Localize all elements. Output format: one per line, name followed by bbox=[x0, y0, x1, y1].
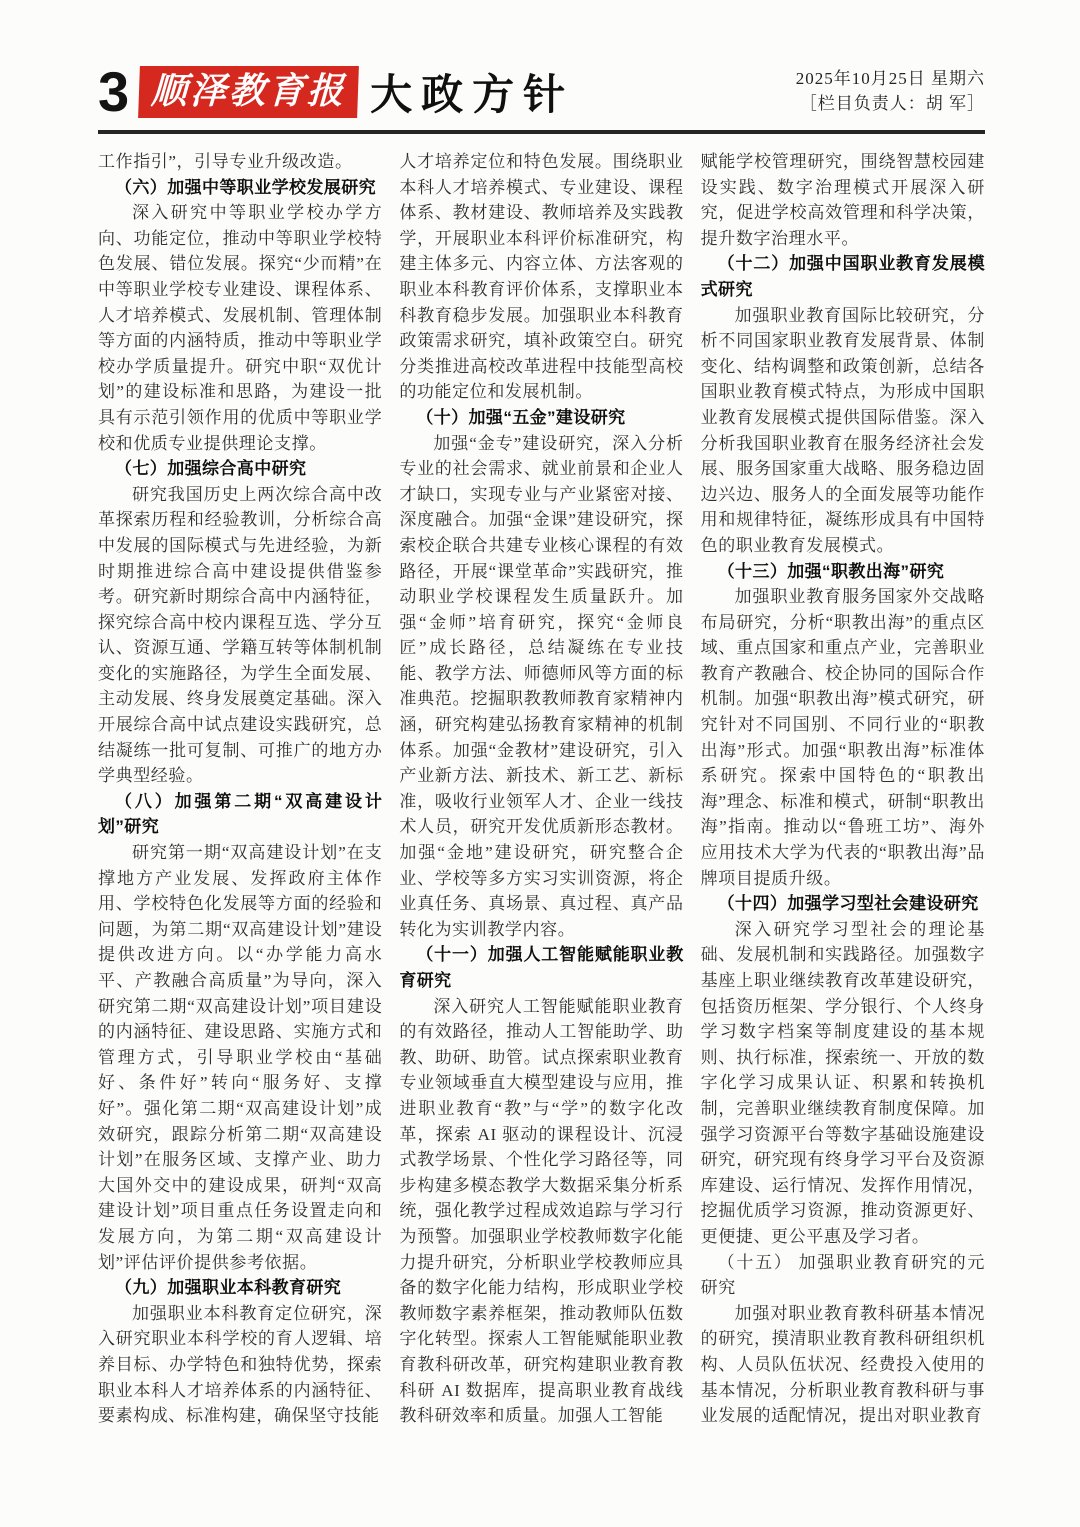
section-title: 大政方针 bbox=[370, 71, 575, 118]
header-rule bbox=[98, 130, 985, 134]
section-paragraph-10: 加强“金专”建设研究，深入分析专业的社会需求、就业前景和企业人才缺口，实现专业与产业紧密对接、深度融合。加强“金课”建设研究，探索校企联合共建专业核心课程的有效路径，开展“课堂革命”实践研究，推动职业学校课程发生质量跃升。加强“金师”培育研究，探究“金师良匠”成长路径，总结凝练在专业技能、教学方法、师德师风等方面的标准典范。挖掘职教教师教育家精神内涵，研究构建弘扬教育家精神的机制体系。加强“金教材”建设研究，引入产业新方法、新技术、新工艺、新标准，吸收行业领军人才、企业一线技术人员，研究开发优质新形态教材。加强“金地”建设研究，研究整合企业、学校等多方实习实训资源，将企业真任务、真场景、真过程、真产品转化为实训教学内容。 bbox=[399, 433, 684, 939]
section-paragraph-15: 加强对职业教育教科研基本情况的研究，摸清职业教育教科研组织机构、人员队伍状况、经费投入使用的基本情况，分析职业教育教科研与事业发展的适配情况，提出对职业教育 bbox=[700, 1303, 985, 1426]
section-heading-9: （九）加强职业本科教育研究 bbox=[115, 1278, 342, 1298]
section-heading-14: （十四）加强学习型社会建设研究 bbox=[717, 894, 979, 914]
section-paragraph-11: 深入研究人工智能赋能职业教育的有效路径，推动人工智能助学、助教、助研、助管。试点探索职业教育专业领域垂直大模型建设与应用，推进职业教育“教”与“学”的数字化改革，探索 AI 驱动的课程设计、沉浸式教学场景、个性化学习路径等，同步构建多模态教学大数据采集分析系统，强化教学过程成效追踪与学习行为预警。加强职业学校教师数字化能力提升研究，分析职业学校教师应具备的数字化能力结构，形成职业学校教师数字素养框架，推动教师队伍数字化转型。探索人工智能赋能职业教育教科研改革，研究构建职业教育教科研 AI 数据库，提高职业教育战线教科研效率和质量。加强人工智能 bbox=[399, 996, 684, 1426]
column-3 bbox=[701, 149, 985, 1429]
section-paragraph-8: 研究第一期“双高建设计划”在支撑地方产业发展、发挥政府主体作用、学校特色化发展等方面的经验和问题，为第二期“双高建设计划”建设提供改进方向。以“办学能力高水平、产教融合高质量”为导向，深入研究第二期“双高建设计划”项目建设的内涵特征、建设思路、实施方式和管理方式，引导职业学校由“基础好、条件好”转向“服务好、支撑好”。强化第二期“双高建设计划”成效研究，跟踪分析第二期“双高建设计划”在服务区域、支撑产业、助力大国外交中的建设成果，研判“双高建设计划”项目重点任务设置走向和发展方向，为第二期“双高建设计划”评估评价提供参考依据。 bbox=[98, 843, 383, 1272]
page-number: 3 bbox=[98, 60, 130, 123]
section-heading-10: （十）加强“五金”建设研究 bbox=[416, 407, 626, 427]
section-heading-8: （八）加强第二期“双高建设计划”研究 bbox=[98, 791, 383, 837]
section-paragraph-7: 研究我国历史上两次综合高中改革探索历程和经验教训，分析综合高中发展的国际模式与先进经验，为新时期推进综合高中建设提供借鉴参考。研究新时期综合高中内涵特征，探究综合高中校内课程互选、学分互认、资源互通、学籍互转等体制机制变化的实施路径，为学生全面发展、主动发展、终身发展奠定基础。深入开展综合高中试点建设实践研究，总结凝练一批可复制、可推广的地方办学典型经验。 bbox=[98, 484, 383, 786]
section-paragraph-9: 加强职业本科教育定位研究，深入研究职业本科学校的育人逻辑、培养目标、办学特色和独特优势，探索职业本科人才培养体系的内涵特征、要素构成、标准构建，确保坚守技能 bbox=[98, 1303, 383, 1426]
section-heading-12: （十二）加强中国职业教育发展模式研究 bbox=[700, 254, 985, 299]
page-header bbox=[98, 60, 985, 123]
section-heading-15: （十五） 加强职业教育研究的元研究 bbox=[700, 1252, 985, 1298]
date-line: 2025年10月25日 星期六 bbox=[795, 69, 985, 88]
section-paragraph-12: 加强职业教育国际比较研究，分析不同国家职业教育发展背景、体制变化、结构调整和政策创新，总结各国职业教育模式特点，为形成中国职业教育发展模式提供国际借鉴。深入分析我国职业教育在服务经济社会发展、服务国家重大战略、服务稳边固边兴边、服务人的全面发展等功能作用和规律特征，凝练形成具有中国特色的职业教育发展模式。 bbox=[700, 305, 985, 555]
column-2 bbox=[399, 149, 683, 1429]
column-1 bbox=[98, 149, 382, 1429]
section-heading-13: （十三）加强“职教出海”研究 bbox=[717, 561, 945, 581]
section-heading-6: （六）加强中等职业学校发展研究 bbox=[115, 177, 376, 197]
section-paragraph-14: 深入研究学习型社会的理论基础、发展机制和实践路径。加强数字基座上职业继续教育改革建设研究，包括资历框架、学分银行、个人终身学习数字档案等制度建设的基本规则、执行标准，探索统一、开放的数字化学习成果认证、积累和转换机制，完善职业继续教育制度保障。加强学习资源平台等数字基础设施建设研究，研究现有终身学习平台及资源库建设、运行情况、发挥作用情况，挖掘优质学习资源，推动资源更好、更便捷、更公平惠及学习者。 bbox=[700, 919, 985, 1246]
article-columns bbox=[98, 149, 985, 1429]
section-paragraph-13: 加强职业教育服务国家外交战略布局研究，分析“职教出海”的重点区域、重点国家和重点产业，完善职业教育产教融合、校企协同的国际合作机制。加强“职教出海”模式研究，研究针对不同国别、不同行业的“职教出海”形式。加强“职教出海”标准体系研究。探索中国特色的“职教出海”理念、标准和模式，研制“职教出海”指南。推动以“鲁班工坊”、海外应用技术大学为代表的“职教出海”品牌项目提质升级。 bbox=[700, 587, 985, 888]
section-paragraph-6: 深入研究中等职业学校办学方向、功能定位，推动中等职业学校特色发展、错位发展。探究“少而精”在中等职业学校专业建设、课程体系、人才培养模式、发展机制、管理体制等方面的内涵特质，推动中等职业学校办学质量提升。研究中职“双优计划”的建设标准和思路，为建设一批具有示范引领作用的优质中等职业学校和优质专业提供理论支撑。 bbox=[98, 203, 383, 453]
header-meta bbox=[796, 66, 985, 118]
section-heading-7: （七）加强综合高中研究 bbox=[115, 459, 307, 479]
paragraph-continuation: 赋能学校管理研究，围绕智慧校园建设实践、数字治理模式开展深入研究，促进学校高效管理和科学决策，提升数字治理水平。 bbox=[700, 152, 985, 248]
paragraph-continuation: 工作指引”，引导专业升级改造。 bbox=[98, 152, 353, 171]
section-heading-11: （十一）加强人工智能赋能职业教育研究 bbox=[399, 945, 684, 990]
paragraph-continuation: 人才培养定位和特色发展。围绕职业本科人才培养模式、专业建设、课程体系、教材建设、教师培养及实践教学，开展职业本科评价标准研究，构建主体多元、内容立体、方法客观的职业本科教育评价体系，支撑职业本科教育稳步发展。加强职业本科教育政策需求研究，填补政策空白。研究分类推进高校改革进程中技能型高校的功能定位和发展机制。 bbox=[399, 152, 684, 402]
masthead-logo: 顺泽教育报 bbox=[138, 66, 359, 118]
editor-line: ［栏目负责人：胡 军］ bbox=[799, 94, 985, 113]
